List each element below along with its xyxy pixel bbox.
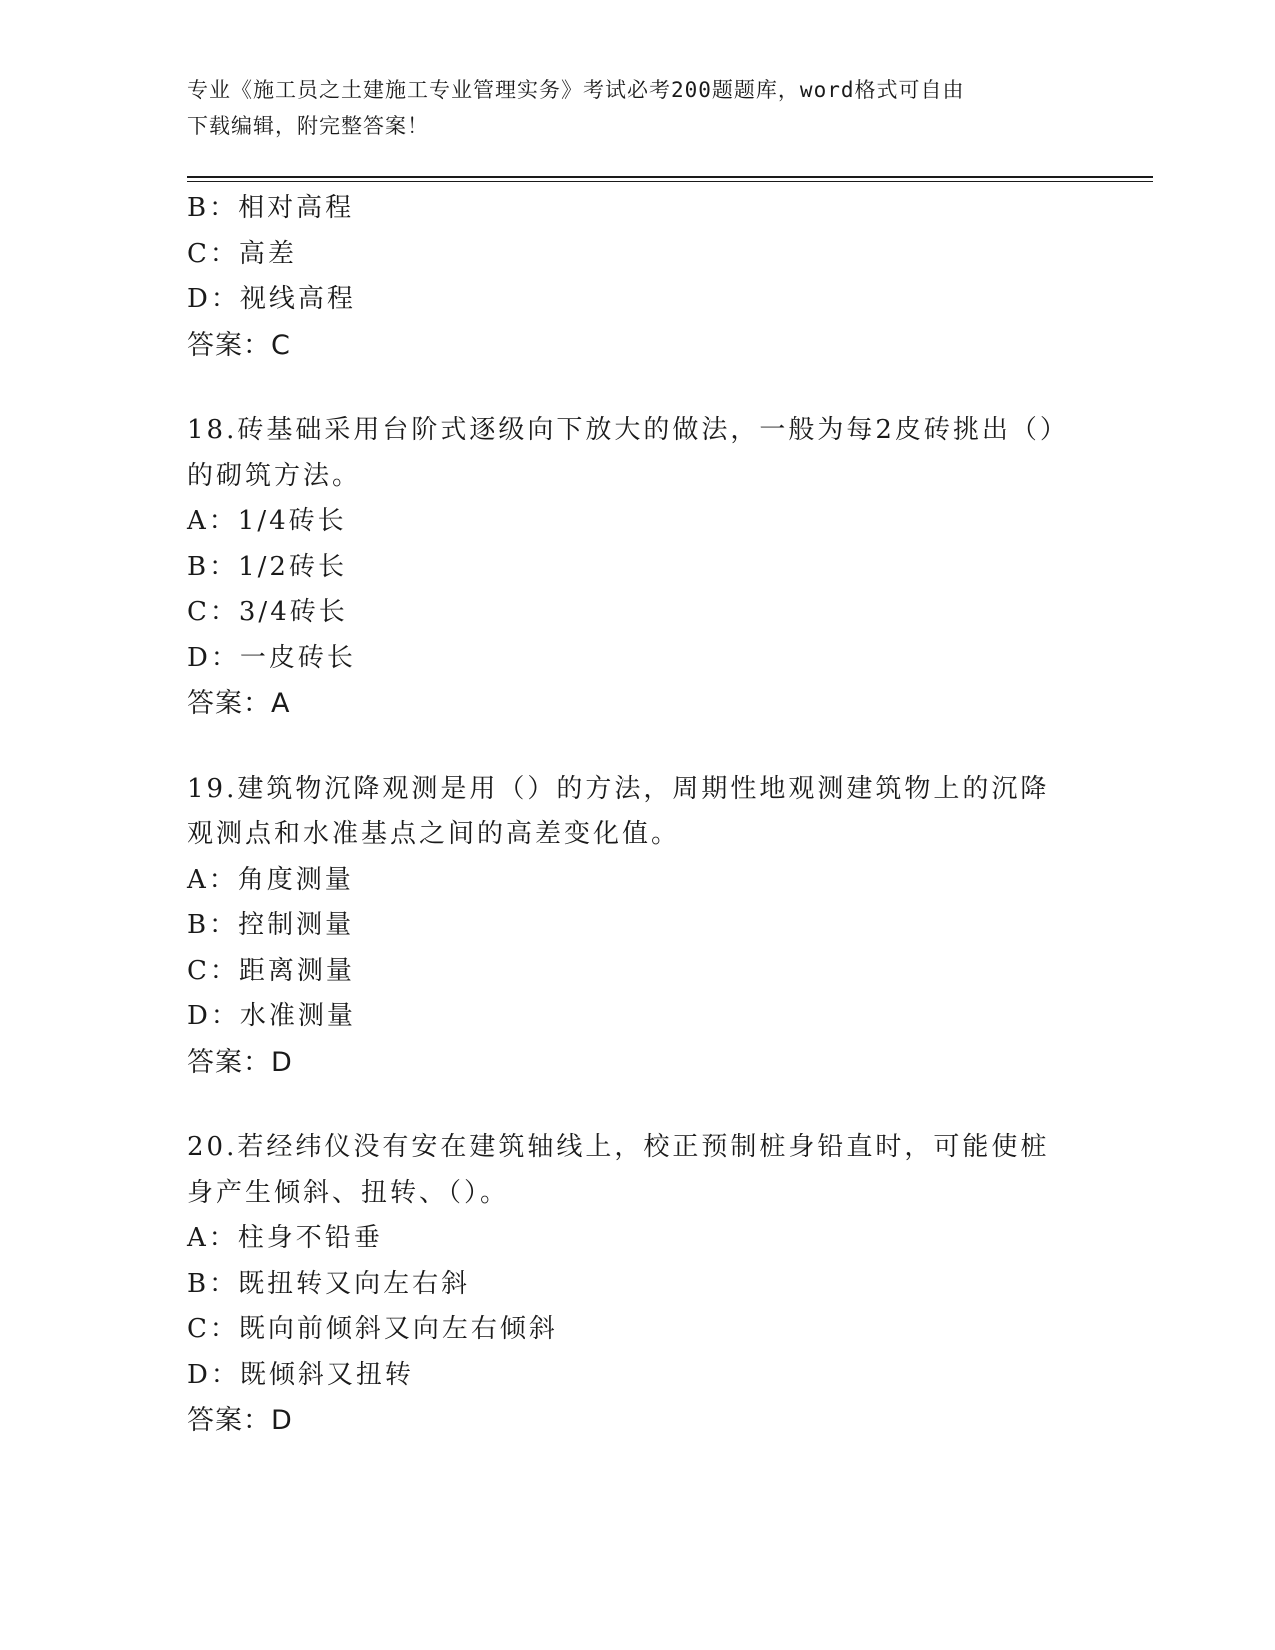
question-20-block — [187, 1125, 1087, 1444]
question-18-block — [187, 408, 1087, 727]
spacer — [187, 1085, 1087, 1125]
option-b: B：1/2砖长 — [187, 551, 347, 582]
answer: 答案：D — [187, 1046, 293, 1078]
header-divider-thick — [187, 176, 1153, 178]
option-b: B：既扭转又向左右斜 — [187, 1268, 471, 1299]
option-c: C：3/4砖长 — [187, 597, 348, 627]
question-text: 19.建筑物沉降观测是用（）的方法，周期性地观测建筑物上的沉降观测点和水准基点之间的高差变化值。 — [187, 773, 1050, 849]
spacer — [187, 368, 1087, 408]
option-a: A：1/4砖长 — [187, 506, 347, 536]
answer: 答案：C — [187, 329, 291, 361]
question-text: 18.砖基础采用台阶式逐级向下放大的做法，一般为每2皮砖挑出（）的砌筑方法。 — [187, 415, 1056, 491]
page-header — [187, 72, 1067, 144]
answer: 答案：D — [187, 1405, 293, 1436]
option-d: D：视线高程 — [187, 284, 356, 314]
previous-question-block — [187, 186, 1087, 368]
header-title-line-2: 下载编辑，附完整答案！ — [187, 114, 429, 138]
option-a: A：柱身不铅垂 — [187, 1223, 383, 1253]
question-19-block — [187, 767, 1087, 1086]
option-d: D：一皮砖长 — [187, 642, 356, 673]
option-b: B：相对高程 — [187, 193, 355, 223]
option-d: D：既倾斜又扭转 — [187, 1359, 414, 1390]
spacer — [187, 727, 1087, 767]
option-b: B：控制测量 — [187, 910, 355, 940]
header-title-line-1: 专业《施工员之土建施工专业管理实务》考试必考200题题库，word格式可自由 — [187, 78, 965, 102]
question-text: 20.若经纬仪没有安在建筑轴线上，校正预制桩身铅直时，可能使桩身产生倾斜、扭转、（）。 — [187, 1132, 1050, 1208]
header-divider-thin — [187, 181, 1153, 182]
option-c: C：距离测量 — [187, 955, 355, 986]
option-c: C：既向前倾斜又向左右倾斜 — [187, 1314, 558, 1344]
answer: 答案：A — [187, 688, 291, 719]
question-content — [187, 186, 1087, 1444]
option-c: C：高差 — [187, 238, 297, 269]
option-a: A：角度测量 — [187, 864, 354, 895]
option-d: D：水准测量 — [187, 1001, 356, 1031]
